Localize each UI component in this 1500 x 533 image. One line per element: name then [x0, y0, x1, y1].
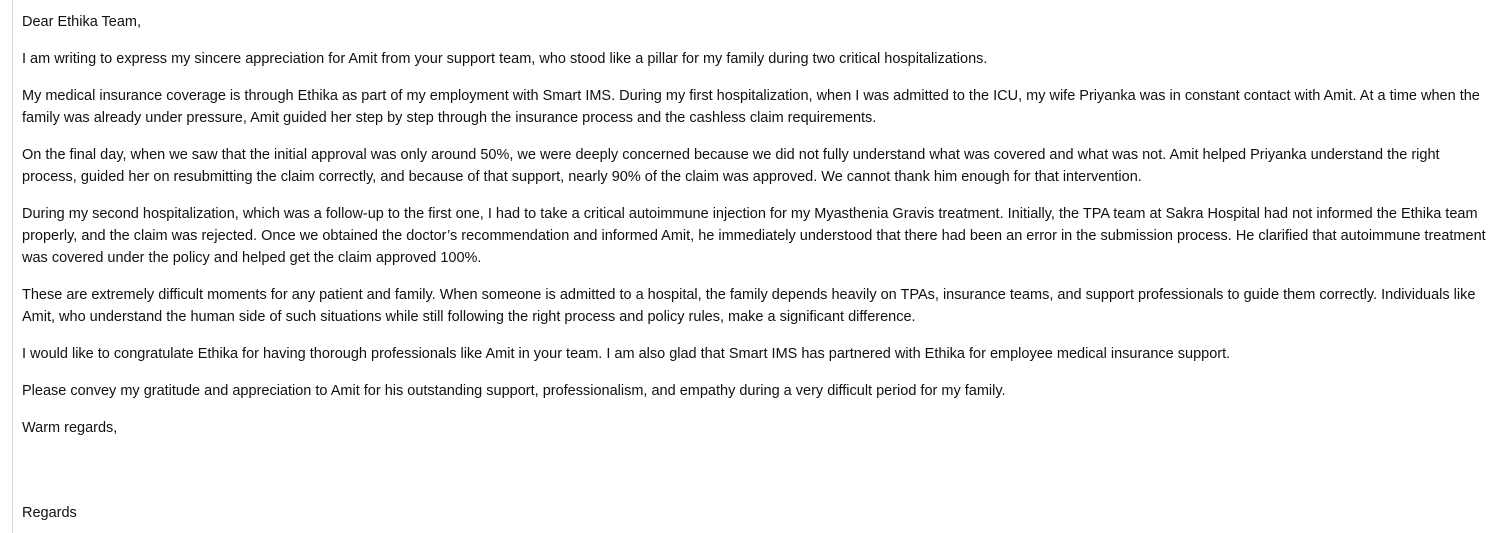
email-paragraph-difficult-moments: These are extremely difficult moments for any patient and family. When someone is admitted to a hospital, the family depends heavily on TPAs, insurance teams, and support professionals to guide them correctly. Individuals like Amit, who understand the human side of such situations while still following the right process and policy rules, make a significant difference. — [22, 287, 1476, 325]
email-greeting: Dear Ethika Team, — [22, 14, 142, 30]
email-paragraph-congratulations: I would like to congratulate Ethika for having thorough professionals like Amit in your team. I am also glad that Smart IMS has partnered with Ethika for employee medical insurance support. — [22, 346, 1231, 362]
signature-spacer — [22, 439, 1494, 502]
email-closing: Warm regards, — [22, 420, 118, 436]
quote-rule — [12, 0, 13, 533]
email-paragraph-appreciation: I am writing to express my sincere appreciation for Amit from your support team, who stood like a pillar for my family during two critical hospitalizations. — [22, 51, 988, 67]
email-paragraph-second-hospitalization: During my second hospitalization, which was a follow-up to the first one, I had to take a critical autoimmune injection for my Myasthenia Gravis treatment. Initially, the TPA team at Sakra Hospital had not informed the Ethika team properly, and the claim was rejected. Once we obtained the doctor’s recommendation and informed Amit, he immediately understood that there had been an error in the submission process. He clarified that autoimmune treatment was covered under the policy and helped get the claim approved 100%. — [22, 206, 1486, 266]
email-body[interactable] — [22, 11, 1494, 524]
email-paragraph-gratitude: Please convey my gratitude and appreciation to Amit for his outstanding support, professionalism, and empathy during a very difficult period for my family. — [22, 383, 1006, 399]
email-signoff: Regards — [22, 505, 77, 521]
email-paragraph-claim-approval: On the final day, when we saw that the initial approval was only around 50%, we were deeply concerned because we did not fully understand what was covered and what was not. Amit helped Priyanka understand the right process, guided her on resubmitting the claim correctly, and because of that support, nearly 90% of the claim was approved. We cannot thank him enough for that intervention. — [22, 147, 1440, 185]
email-paragraph-first-hospitalization: My medical insurance coverage is through Ethika as part of my employment with Smart IMS. During my first hospitalization, when I was admitted to the ICU, my wife Priyanka was in constant contact with Amit. At a time when the family was already under pressure, Amit guided her step by step through the insurance process and the cashless claim requirements. — [22, 88, 1480, 126]
